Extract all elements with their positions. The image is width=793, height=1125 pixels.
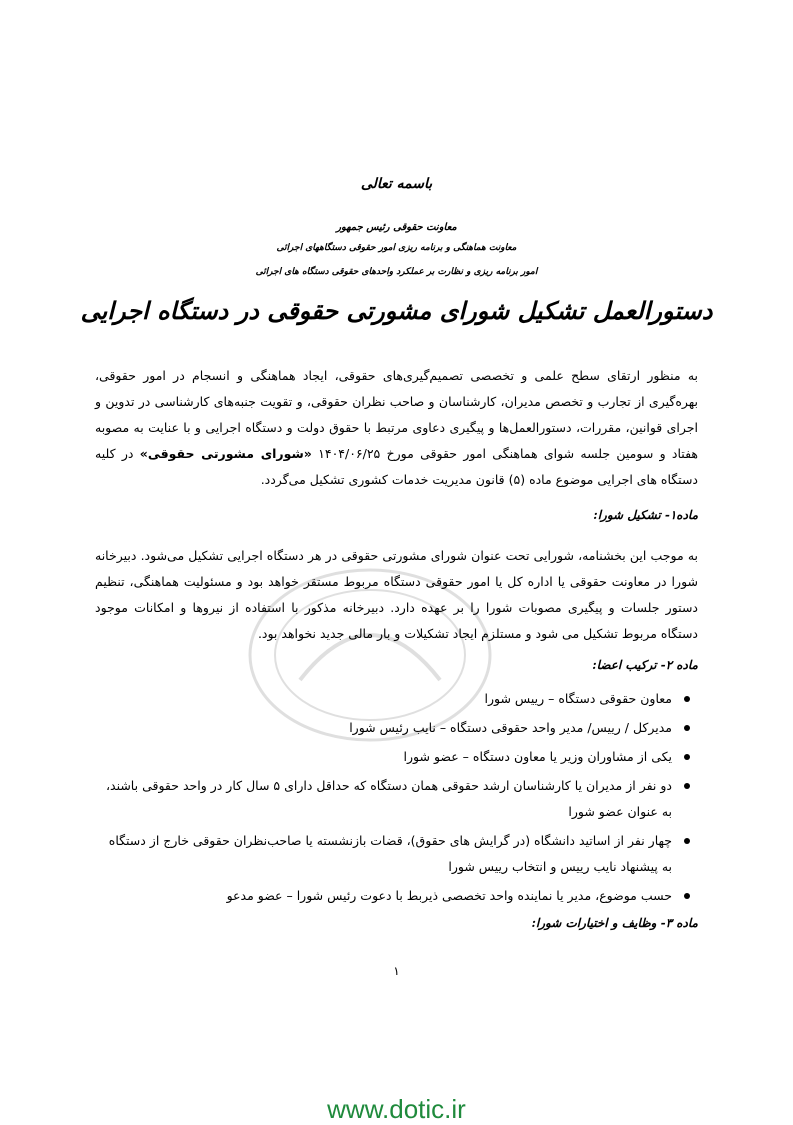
list-item <box>95 773 698 825</box>
list-item <box>95 744 698 770</box>
office-name-1: معاونت حقوقی رئیس جمهور <box>336 222 457 233</box>
list-item <box>95 828 698 880</box>
list-item <box>95 686 698 712</box>
page-number: ۱ <box>393 964 400 978</box>
member-text: چهار نفر از اساتید دانشگاه (در گرایش های حقوق)، قضات بازنشسته یا صاحب‌نظران حقوقی خارج از دستگاه به پیشنهاد نایب رییس و انتخاب رییس شورا <box>108 833 672 874</box>
office-name-3: امور برنامه ریزی و نظارت بر عملکرد واحدهای حقوقی دستگاه های اجرائی <box>255 267 538 277</box>
bullet-icon <box>684 838 690 844</box>
list-item <box>95 715 698 741</box>
office-name-2: معاونت هماهنگی و برنامه ریزی امور حقوقی دستگاههای اجرائی <box>276 243 517 253</box>
member-text: دو نفر از مدیران یا کارشناسان ارشد حقوقی همان دستگاه که حداقل دارای ۵ سال کار در واحد حقوقی باشند، به عنوان عضو شورا <box>105 778 672 819</box>
intro-text-2: در کلیه دستگاه های اجرایی موضوع ماده (۵) قانون مدیریت خدمات کشوری تشکیل می‌گردد. <box>95 446 698 487</box>
article-2-heading: ماده ۲- ترکیب اعضا: <box>592 658 698 672</box>
article-1-text: به موجب این بخشنامه، شورایی تحت عنوان شورای مشورتی حقوقی در هر دستگاه اجرایی تشکیل می‌شود. دبیرخانه شورا در معاونت حقوقی یا اداره کل یا امور حقوقی دستگاه مربوط مستقر خواهد بود و مسئولیت هماهنگی، تنظیم دستور جلسات و پیگیری مصوبات شورا را بر عهده دارد. دبیرخانه مذکور با استفاده از نیروها و امکانات موجود دستگاه مربوط تشکیل می شود و مستلزم ایجاد تشکیلات و بار مالی جدید نخواهد بود. <box>95 548 698 641</box>
bullet-icon <box>684 783 690 789</box>
list-item <box>95 883 698 909</box>
member-text: معاون حقوقی دستگاه – رییس شورا <box>484 691 672 706</box>
document-title: دستورالعمل تشکیل شورای مشورتی حقوقی در دستگاه اجرایی <box>80 296 713 325</box>
bullet-icon <box>684 754 690 760</box>
intro-bold-council-name: «شورای مشورتی حقوقی» <box>139 446 312 461</box>
bullet-icon <box>684 696 690 702</box>
footer-url-link[interactable]: www.dotic.ir <box>327 1094 466 1124</box>
intro-paragraph <box>95 363 698 493</box>
bullet-icon <box>684 893 690 899</box>
member-text: حسب موضوع، مدیر یا نماینده واحد تخصصی ذیربط با دعوت رئیس شورا – عضو مدعو <box>226 888 672 903</box>
member-text: مدیرکل / رییس/ مدیر واحد حقوقی دستگاه – نایب رئیس شورا <box>349 720 672 735</box>
article-1-heading: ماده۱- تشکیل شورا: <box>593 508 698 522</box>
members-list <box>95 686 698 912</box>
intro-text-1: به منظور ارتقای سطح علمی و تخصصی تصمیم‌گیری‌های حقوقی، ایجاد هماهنگی و انسجام در امور حقوقی، بهره‌گیری از تجارب و تخصص مدیران، کارشناسان و صاحب نظران حقوقی، و تقویت جنبه‌های کارشناسی در تدوین و اجرای قوانین، مقررات، دستورالعمل‌ها و پیگیری دعاوی مرتبط با حقوق دولت و دستگاه اجرایی و با عنایت به مصوبه هفتاد و سومین جلسه شوای هماهنگی امور حقوقی مورخ ۱۴۰۴/۰۶/۲۵ <box>95 368 698 461</box>
article-3-heading: ماده ۳- وظایف و اختیارات شورا: <box>531 916 698 930</box>
member-text: یکی از مشاوران وزیر یا معاون دستگاه – عضو شورا <box>403 749 672 764</box>
bullet-icon <box>684 725 690 731</box>
bismillah-heading: باسمه تعالی <box>360 176 433 192</box>
